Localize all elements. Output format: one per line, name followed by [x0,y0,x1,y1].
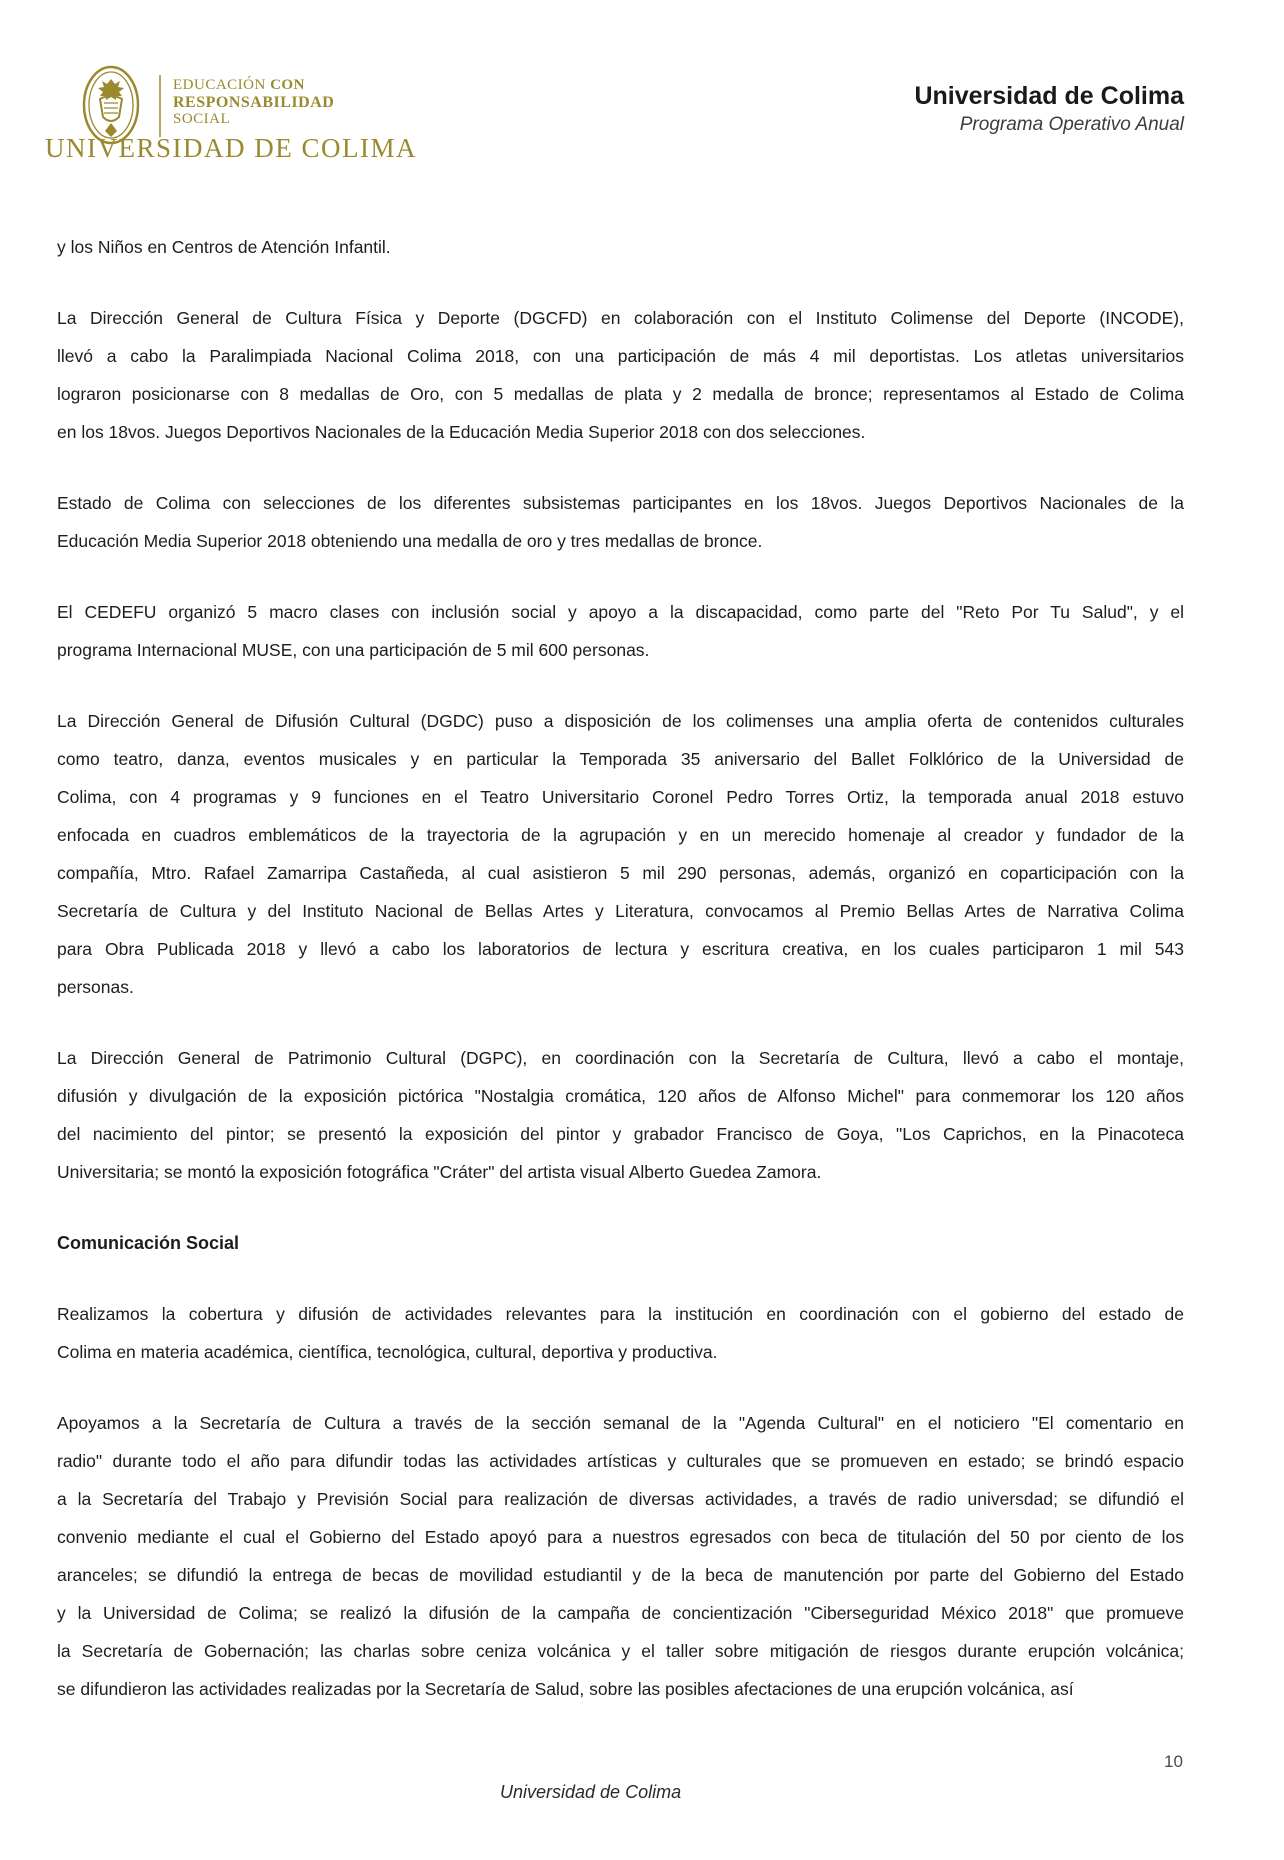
logo-tagline [173,77,334,128]
text-line: llevó a cabo la Paralimpiada Nacional Colima 2018, con una participación de más 4 mil deportistas. Los atletas universitarios [57,346,1184,366]
tagline-line1: EDUCACIÓN [173,77,266,93]
text-line: la Secretaría de Gobernación; las charlas sobre ceniza volcánica y el taller sobre mitigación de riesgos durante erupción volcánica; [57,1641,1184,1661]
tagline-line1-suffix: CON [270,77,305,93]
text-line: se difundieron las actividades realizadas por la Secretaría de Salud, sobre las posibles afectaciones de una erupción volcánica, así [57,1679,1074,1699]
tagline-line2: RESPONSABILIDAD [173,94,335,111]
text-line: La Dirección General de Difusión Cultural (DGDC) puso a disposición de los colimenses una amplia oferta de contenidos culturales [57,711,1184,731]
text-line: a la Secretaría del Trabajo y Previsión Social para realización de diversas actividades, a través de radio universdad; se difundió el [57,1489,1184,1509]
text-line: La Dirección General de Cultura Física y Deporte (DGCFD) en colaboración con el Instituto Colimense del Deporte (INCODE), [57,308,1184,328]
text-line: personas. [57,977,134,997]
text-line: radio" durante todo el año para difundir todas las actividades artísticas y culturales que se promueven en estado; se brindó espacio [57,1451,1184,1471]
text-line: y los Niños en Centros de Atención Infantil. [57,237,391,257]
text-line: para Obra Publicada 2018 y llevó a cabo los laboratorios de lectura y escritura creativa, en los cuales participaron 1 mil 543 [57,939,1184,959]
text-line: Secretaría de Cultura y del Instituto Nacional de Bellas Artes y Literatura, convocamos al Premio Bellas Artes de Narrativa Colima [57,901,1184,921]
footer-text: Universidad de Colima [500,1782,682,1802]
text-line: aranceles; se difundió la entrega de becas de movilidad estudiantil y de la beca de manutención por parte del Gobierno del Estado [57,1565,1184,1585]
text-line: y la Universidad de Colima; se realizó la difusión de la campaña de concientización "Ciberseguridad México 2018" que promueve [57,1603,1184,1623]
section-heading-comunicacion-social: Comunicación Social [57,1233,240,1253]
paragraph-6 [57,1039,1184,1191]
text-line: compañía, Mtro. Rafael Zamarripa Castañeda, al cual asistieron 5 mil 290 personas, además, organizó en coparticipación con la [57,863,1184,883]
paragraph-1 [57,228,1184,266]
paragraph-3 [57,484,1184,560]
paragraph-4 [57,593,1184,669]
text-line: Colima en materia académica, científica, tecnológica, cultural, deportiva y productiva. [57,1342,718,1362]
text-line: difusión y divulgación de la exposición pictórica "Nostalgia cromática, 120 años de Alfonso Michel" para conmemorar los 120 años [57,1086,1184,1106]
text-line: enfocada en cuadros emblemáticos de la trayectoria de la agrupación y en un merecido homenaje al creador y fundador de la [57,825,1184,845]
text-line: Colima, con 4 programas y 9 funciones en el Teatro Universitario Coronel Pedro Torres Ortiz, la temporada anual 2018 estuvo [57,787,1184,807]
document-body [57,228,1184,1741]
paragraph-7 [57,1295,1184,1371]
page-header-right [914,82,1184,137]
text-line: Universitaria; se montó la exposición fotográfica "Cráter" del artista visual Alberto Guedea Zamora. [57,1162,822,1182]
text-line: Estado de Colima con selecciones de los diferentes subsistemas participantes en los 18vos. Juegos Deportivos Nacionales de la [57,493,1184,513]
text-line: Apoyamos a la Secretaría de Cultura a través de la sección semanal de la "Agenda Cultural" en el noticiero "El comentario en [57,1413,1184,1433]
text-line: convenio mediante el cual el Gobierno del Estado apoyó para a nuestros egresados con beca de titulación del 50 por ciento de los [57,1527,1184,1547]
page-number: 10 [1164,1752,1183,1771]
tagline-line3: SOCIAL [173,111,231,127]
text-line: programa Internacional MUSE, con una participación de 5 mil 600 personas. [57,640,650,660]
text-line: lograron posicionarse con 8 medallas de Oro, con 5 medallas de plata y 2 medalla de bronce; representamos al Estado de Colima [57,384,1184,404]
header-subtitle: Programa Operativo Anual [959,114,1184,135]
header-title: Universidad de Colima [914,82,1184,110]
text-line: en los 18vos. Juegos Deportivos Nacionales de la Educación Media Superior 2018 con dos selecciones. [57,422,866,442]
paragraph-2 [57,299,1184,451]
paragraph-8 [57,1404,1184,1708]
text-line: La Dirección General de Patrimonio Cultural (DGPC), en coordinación con la Secretaría de Cultura, llevó a cabo el montaje, [57,1048,1184,1068]
text-line: El CEDEFU organizó 5 macro clases con inclusión social y apoyo a la discapacidad, como parte del "Reto Por Tu Salud", y el [57,602,1184,622]
text-line: Educación Media Superior 2018 obteniendo una medalla de oro y tres medallas de bronce. [57,531,763,551]
paragraph-5 [57,702,1184,1006]
text-line: Realizamos la cobertura y difusión de actividades relevantes para la institución en coordinación con el gobierno del estado de [57,1304,1184,1324]
text-line: como teatro, danza, eventos musicales y en particular la Temporada 35 aniversario del Ballet Folklórico de la Universidad de [57,749,1184,769]
text-line: del nacimiento del pintor; se presentó la exposición del pintor y grabador Francisco de Goya, "Los Caprichos, en la Pinacoteca [57,1124,1184,1144]
logo-divider [159,75,161,137]
university-wordmark: UNIVERSIDAD DE COLIMA [45,133,417,163]
